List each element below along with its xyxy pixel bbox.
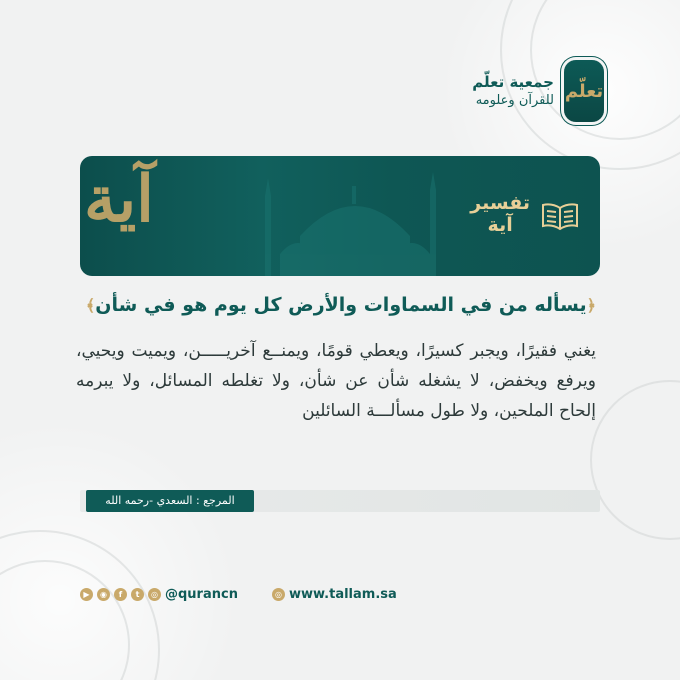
- logo-subtitle: للقرآن وعلومه: [475, 93, 554, 108]
- instagram-icon[interactable]: ◎: [148, 588, 161, 601]
- social-handle[interactable]: @qurancn: [165, 587, 238, 602]
- banner-title-line1: تفسير: [470, 192, 530, 214]
- tafsir-text: يغني فقيرًا، ويجبر كسيرًا، ويعطي قومًا، ويمنــع آخريـــــن، ويميت ويحيي، ويرفع ويخفض، لا يشغله شأن عن شأن، ولا تغلطه المسائل، ولا يبرمه إلحاح الملحين، ولا طول مسألـــة السائلين: [76, 341, 596, 421]
- mosque-silhouette: [230, 166, 480, 276]
- open-book-icon: [540, 200, 580, 232]
- logo-text: [472, 72, 554, 110]
- calligraphy-decoration: آية: [84, 162, 154, 237]
- organization-logo: [472, 60, 604, 122]
- website-icon: ◎: [272, 588, 285, 601]
- footer: [80, 587, 397, 602]
- website-link[interactable]: www.tallam.sa: [288, 587, 397, 602]
- quran-verse: [76, 294, 596, 316]
- twitter-icon[interactable]: t: [131, 588, 144, 601]
- youtube-icon[interactable]: ▶: [80, 588, 93, 601]
- logo-name: جمعية تعلّم: [472, 73, 554, 91]
- snapchat-icon[interactable]: ◉: [97, 588, 110, 601]
- verse-open-bracket: ﴿: [586, 296, 596, 315]
- verse-close-bracket: ﴾: [85, 296, 96, 315]
- banner-title: [470, 192, 530, 236]
- reference-label: المرجع : السعدي -رحمه الله: [86, 490, 254, 512]
- title-banner: [80, 156, 600, 276]
- logo-mark: تعلّم: [564, 60, 604, 122]
- verse-text: يسأله من في السماوات والأرض كل يوم هو في شأن: [95, 294, 587, 316]
- banner-title-line2: آية: [487, 214, 513, 236]
- facebook-icon[interactable]: f: [114, 588, 127, 601]
